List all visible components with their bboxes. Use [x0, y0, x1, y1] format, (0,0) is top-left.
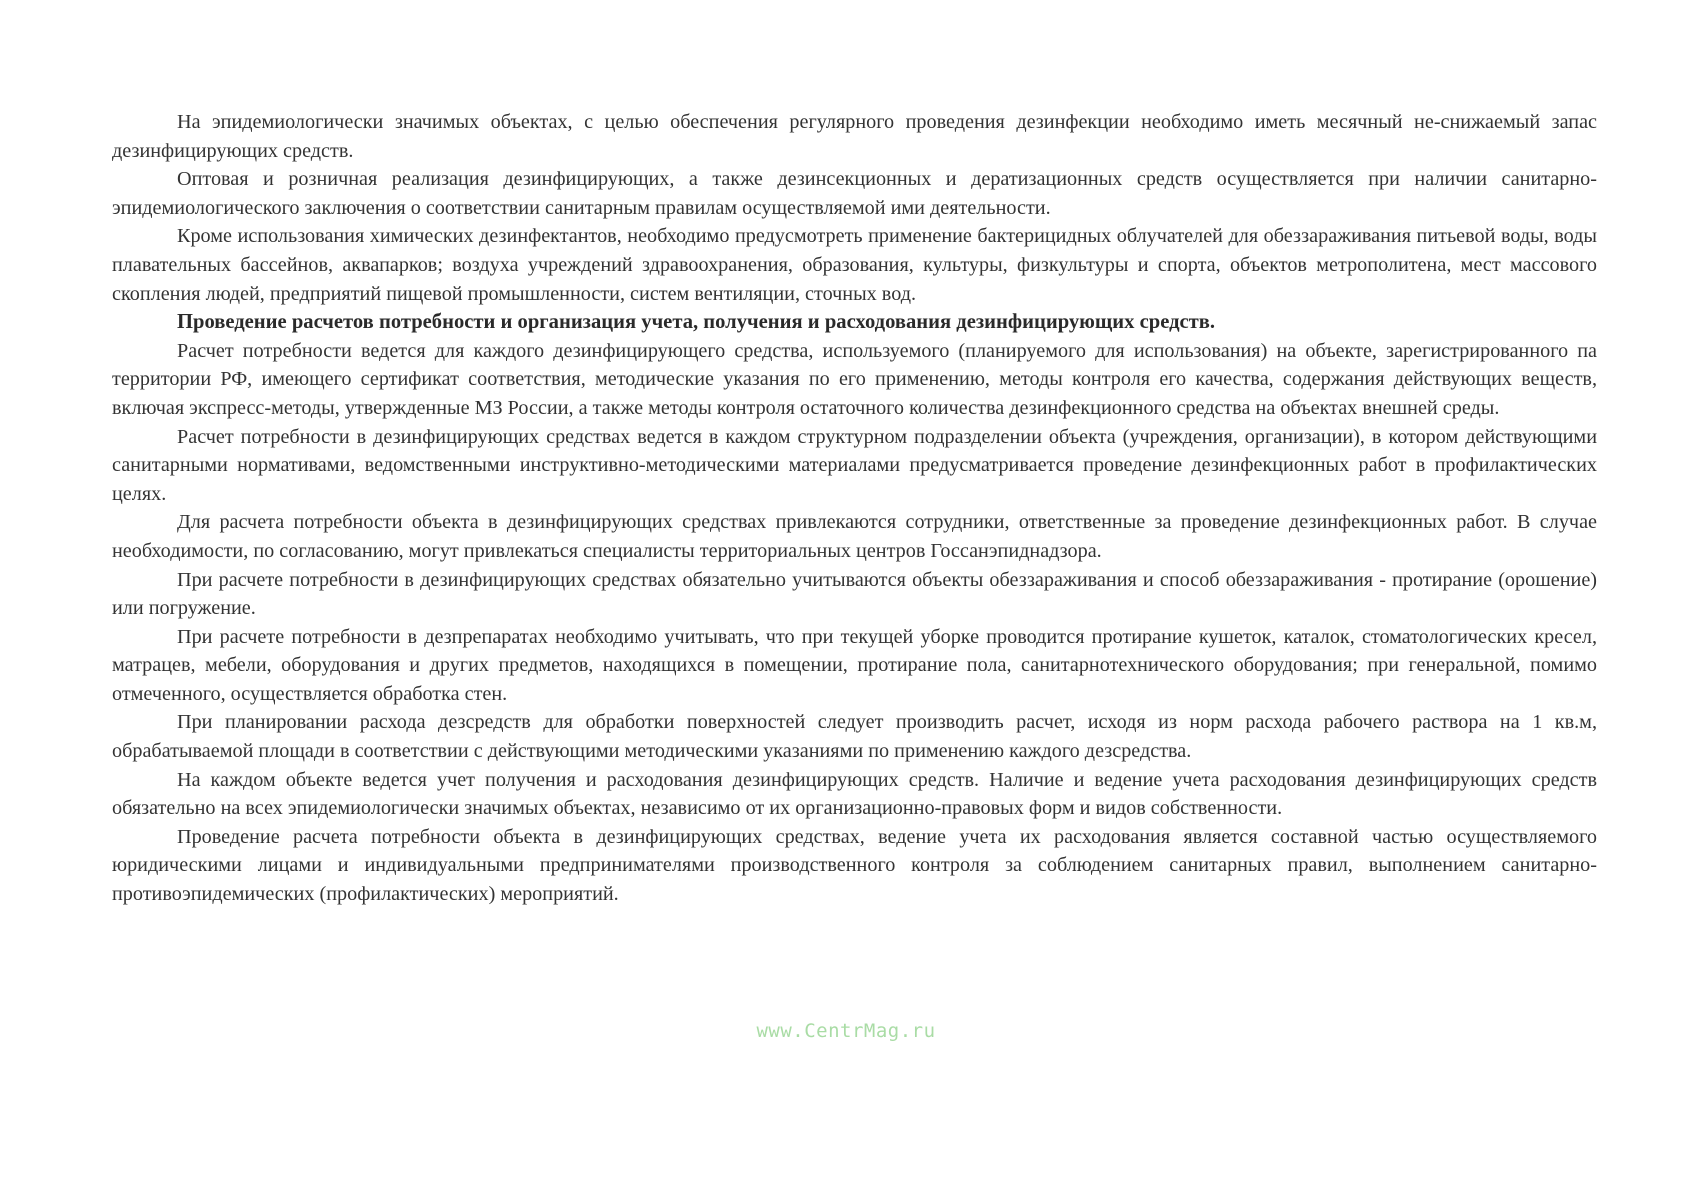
- document-body: [112, 108, 1597, 909]
- section-heading: Проведение расчетов потребности и организация учета, получения и расходования дезинфицирующих средств.: [177, 311, 1216, 334]
- paragraph-bactericidal-irradiators: Кроме использования химических дезинфектантов, необходимо предусмотреть применение бактерицидных облучателей для обеззараживания питьевой воды, воды плавательных бассейнов, аквапарков; воздуха учреждений здравоохранения, образования, культуры, физкультуры и спорта, объектов метрополитена, мест массового скопления людей, предприятий пищевой промышленности, систем вентиляции, сточных вод.: [112, 225, 1597, 305]
- paragraph-disinfection-method: При расчете потребности в дезинфицирующих средствах обязательно учитываются объекты обеззараживания и способ обеззараживания - протирание (орошение) или погружение.: [112, 568, 1597, 620]
- paragraph-accounting: На каждом объекте ведется учет получения и расходования дезинфицирующих средств. Наличие и ведение учета расходования дезинфицирующих средств обязательно на всех эпидемиологически значимых объектах, независимо от их организационно-правовых форм и видов собственности.: [112, 768, 1597, 820]
- paragraph-stock-requirement: На эпидемиологически значимых объектах, с целью обеспечения регулярного проведения дезинфекции необходимо иметь месячный не-снижаемый запас дезинфицирующих средств.: [112, 111, 1597, 162]
- site-watermark: www.CentrMag.ru: [756, 1020, 936, 1042]
- paragraph-need-calculation: Расчет потребности ведется для каждого дезинфицирующего средства, используемого (планируемого для использования) на объекте, зарегистрированного па территории РФ, имеющего сертификат соответствия, методические указания по его применению, методы контроля его качества, содержания действующих веществ, включая экспресс-методы, утвержденные МЗ России, а также методы контроля остаточного количества дезинфекционного средства на объектах внешней среды.: [112, 339, 1597, 419]
- paragraph-consumption-planning: При планировании расхода дезсредств для обработки поверхностей следует производить расчет, исходя из норм расхода рабочего раствора на 1 кв.м, обрабатываемой площади в соответствии с действующими методическими указаниями по применению каждого дезсредства.: [112, 711, 1597, 763]
- paragraph-routine-cleaning: При расчете потребности в дезпрепаратах необходимо учитывать, что при текущей уборке проводится протирание кушеток, каталок, стоматологических кресел, матрацев, мебели, оборудования и других предметов, находящихся в помещении, протирание пола, санитарнотехнического оборудования; при генеральной, помимо отмеченного, осуществляется обработка стен.: [112, 625, 1597, 705]
- paragraph-sale-conditions: Оптовая и розничная реализация дезинфицирующих, а также дезинсекционных и дератизационных средств осуществляется при наличии санитарно-эпидемиологического заключения о соответствии санитарным правилам осуществляемой ими деятельности.: [112, 168, 1597, 219]
- paragraph-production-control: Проведение расчета потребности объекта в дезинфицирующих средствах, ведение учета их расходования является составной частью осуществляемого юридическими лицами и индивидуальными предпринимателями производственного контроля за соблюдением санитарных правил, выполнением санитарно-противоэпидемических (профилактических) мероприятий.: [112, 825, 1597, 906]
- paragraph-structural-units: Расчет потребности в дезинфицирующих средствах ведется в каждом структурном подразделении объекта (учреждения, организации), в котором действующими санитарными нормативами, ведомственными инструктивно-методическими материалами предусматривается проведение дезинфекционных работ в профилактических целях.: [112, 425, 1597, 505]
- paragraph-staff-involvement: Для расчета потребности объекта в дезинфицирующих средствах привлекаются сотрудники, ответственные за проведение дезинфекционных работ. В случае необходимости, по согласованию, могут привлекаться специалисты территориальных центров Госсанэпиднадзора.: [112, 511, 1597, 562]
